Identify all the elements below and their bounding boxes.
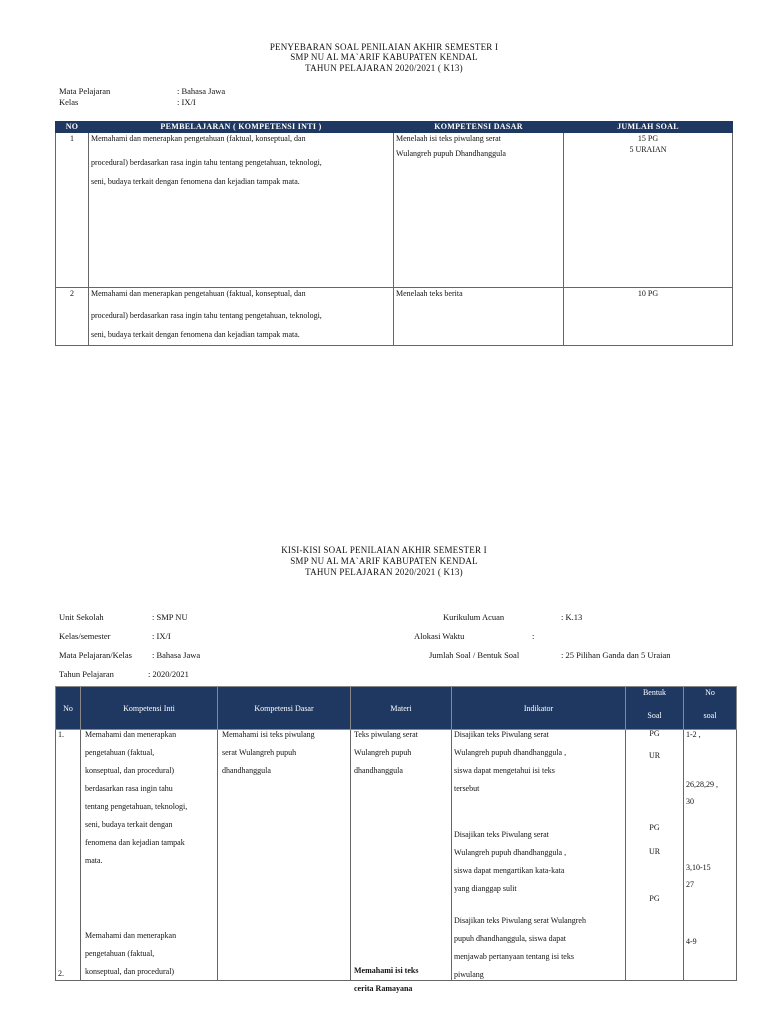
materi-line: dhandhanggula: [354, 766, 403, 775]
info-label-unit: Unit Sekolah: [59, 612, 104, 622]
nosoal-value: 27: [686, 880, 694, 889]
row1-no: 1: [56, 133, 89, 288]
info-value-jumlah-soal: : 25 Pilihan Ganda dan 5 Uraian: [561, 650, 671, 660]
nosoal-value: 3,10-15: [686, 863, 711, 872]
section1-title-line-1: PENYEBARAN SOAL PENILAIAN AKHIR SEMESTER I: [269, 42, 499, 52]
row1-ki-line: Memahami dan menerapkan pengetahuan (faktual, konseptual, dan: [91, 134, 306, 143]
section1-title-line-3: TAHUN PELAJARAN 2020/2021 ( K13): [305, 63, 463, 73]
bentuk-value: PG: [649, 894, 660, 903]
row1-jumlah-line: 15 PG: [637, 134, 659, 143]
ki-line: pengetahuan (faktual,: [85, 748, 155, 757]
info-label-alokasi: Alokasi Waktu: [414, 631, 465, 641]
row1-kd: [394, 133, 564, 288]
bentuk-value: UR: [648, 751, 661, 760]
section2-title-line-2: SMP NU AL MA`ARIF KABUPATEN KENDAL: [290, 556, 478, 566]
info-label-tahun: Tahun Pelajaran: [59, 669, 114, 679]
header2-no: No: [56, 687, 81, 730]
kisi-kisi-table-header: [56, 687, 737, 730]
info-value-kurikulum: : K.13: [561, 612, 583, 622]
indikator2-line: siswa dapat mengartikan kata-kata: [454, 866, 565, 875]
section2-title-line-1: KISI-KISI SOAL PENILAIAN AKHIR SEMESTER I: [281, 545, 487, 555]
header2-bentuk-soal: [626, 687, 684, 730]
ki-line: Memahami dan menerapkan: [85, 730, 177, 739]
header2-bentuk-line: Soal: [647, 711, 662, 720]
ki-line: berdasarkan rasa ingin tahu: [85, 784, 173, 793]
header2-bentuk-line: Bentuk: [642, 688, 667, 697]
info-label-kurikulum: Kurikulum Acuan: [443, 612, 505, 622]
info-value-mapel: : Bahasa Jawa: [177, 86, 226, 96]
indikator3-line: piwulang: [454, 970, 484, 979]
row2-ki-line: procedural) berdasarkan rasa ingin tahu tentang pengetahuan, teknologi,: [91, 311, 322, 320]
row1-jumlah-line: 5 URAIAN: [629, 145, 667, 154]
materi2-line: cerita Ramayana: [354, 984, 413, 993]
row-no-cell: [56, 730, 81, 981]
row-bentuk-cell: [626, 730, 684, 981]
bentuk-value: PG: [649, 823, 660, 832]
row1-ki: [89, 133, 394, 288]
kd-line: Memahami isi teks piwulang: [222, 730, 315, 739]
row2-no: 2: [56, 288, 89, 346]
row1-kd-line: Wulangreh pupuh Dhandhanggula: [396, 149, 506, 158]
indikator1-line: Disajikan teks Piwulang serat: [454, 730, 549, 739]
row-no-2: 2.: [58, 969, 64, 978]
header2-materi: Materi: [351, 687, 452, 730]
table-row: [56, 730, 737, 981]
ki-line: mata.: [85, 856, 103, 865]
row2-ki-line: Memahami dan menerapkan pengetahuan (faktual, konseptual, dan: [91, 289, 306, 298]
indikator1-line: siswa dapat mengetahui isi teks: [454, 766, 555, 775]
bentuk-value: UR: [648, 847, 661, 856]
row-ki-cell: [81, 730, 218, 981]
info-value-kelas-semester: : IX/I: [152, 631, 171, 641]
row-materi-cell: [351, 730, 452, 993]
header2-no-soal: [684, 687, 737, 730]
row-no-1: 1.: [58, 730, 64, 739]
indikator3-line: Disajikan teks Piwulang serat Wulangreh: [454, 916, 586, 925]
indikator1-line: Wulangreh pupuh dhandhanggula ,: [454, 748, 567, 757]
header-kompetensi-inti: PEMBELAJARAN ( KOMPETENSI INTI ): [89, 122, 394, 133]
row2-jumlah-line: 10 PG: [637, 289, 659, 298]
header2-nosoal-line: No: [705, 688, 715, 697]
info-value-unit: : SMP NU: [152, 612, 188, 622]
table-row: [56, 133, 733, 288]
row2-jumlah: [564, 288, 733, 346]
materi-line: Teks piwulang serat: [354, 730, 418, 739]
info-label-mapel: Mata Pelajaran: [59, 86, 111, 96]
row1-jumlah: [564, 133, 733, 288]
indikator2-line: yang dianggap sulit: [454, 884, 517, 893]
materi-line: Wulangreh pupuh: [354, 748, 412, 757]
row2-kd-line: Menelaah teks berita: [396, 289, 463, 298]
header-jumlah-soal: JUMLAH SOAL: [564, 122, 733, 133]
materi2-line: Memahami isi teks: [354, 966, 419, 975]
kd-line: dhandhanggula: [222, 766, 271, 775]
distribution-table-header: [56, 122, 733, 133]
row-indikator-cell: [452, 730, 626, 981]
info-label-kelas: Kelas: [59, 97, 79, 107]
header2-indikator: Indikator: [452, 687, 626, 730]
indikator2-line: Wulangreh pupuh dhandhanggula ,: [454, 848, 567, 857]
row2-ki: [89, 288, 394, 346]
ki-line: konseptual, dan procedural): [85, 766, 175, 775]
row2-kd: [394, 288, 564, 346]
table-row: [56, 288, 733, 346]
row1-kd-line: Menelaah isi teks piwulang serat: [396, 134, 501, 143]
info-value-kelas: : IX/I: [177, 97, 196, 107]
row1-ki-line: procedural) berdasarkan rasa ingin tahu tentang pengetahuan, teknologi,: [91, 158, 322, 167]
header2-kd: Kompetensi Dasar: [218, 687, 351, 730]
info-value-tahun: : 2020/2021: [148, 669, 189, 679]
section2-title-line-3: TAHUN PELAJARAN 2020/2021 ( K13): [305, 567, 463, 577]
nosoal-value: 1-2 ,: [686, 730, 701, 739]
indikator3-line: menjawab pertanyaan tentang isi teks: [454, 952, 574, 961]
row1-ki-line: seni, budaya terkait dengan fenomena dan kejadian tampak mata.: [91, 177, 300, 186]
indikator1-line: tersebut: [454, 784, 480, 793]
row-kd-cell: [218, 730, 351, 981]
indikator3-line: pupuh dhandhanggula, siswa dapat: [454, 934, 566, 943]
ki2-line: pengetahuan (faktual,: [85, 949, 155, 958]
ki2-line: Memahami dan menerapkan: [85, 931, 177, 940]
ki-line: seni, budaya terkait dengan: [85, 820, 173, 829]
row2-ki-line: seni, budaya terkait dengan fenomena dan kejadian tampak mata.: [91, 330, 300, 339]
ki-line: fenomena dan kejadian tampak: [85, 838, 185, 847]
kisi-kisi-table: [55, 686, 737, 993]
indikator2-line: Disajikan teks Piwulang serat: [454, 830, 549, 839]
info-value-alokasi: :: [532, 631, 535, 641]
nosoal-value: 4-9: [686, 937, 697, 946]
ki2-line: konseptual, dan procedural): [85, 967, 175, 976]
section1-title-line-2: SMP NU AL MA`ARIF KABUPATEN KENDAL: [290, 52, 478, 62]
info-value-mapel-kelas: : Bahasa Jawa: [152, 650, 201, 660]
nosoal-value: 30: [686, 797, 694, 806]
header2-nosoal-line: soal: [703, 711, 717, 720]
row-nosoal-cell: [684, 730, 737, 981]
info-label-jumlah-soal: Jumlah Soal / Bentuk Soal: [429, 650, 520, 660]
info-label-mapel-kelas: Mata Pelajaran/Kelas: [59, 650, 132, 660]
header2-ki: Kompetensi Inti: [81, 687, 218, 730]
kd-line: serat Wulangreh pupuh: [222, 748, 297, 757]
info-label-kelas-semester: Kelas/semester: [59, 631, 111, 641]
header-kompetensi-dasar: KOMPETENSI DASAR: [394, 122, 564, 133]
nosoal-value: 26,28,29 ,: [686, 780, 718, 789]
header-no: NO: [56, 122, 89, 133]
ki-line: tentang pengetahuan, teknologi,: [85, 802, 188, 811]
bentuk-value: PG: [649, 729, 660, 738]
distribution-table: [55, 121, 733, 346]
